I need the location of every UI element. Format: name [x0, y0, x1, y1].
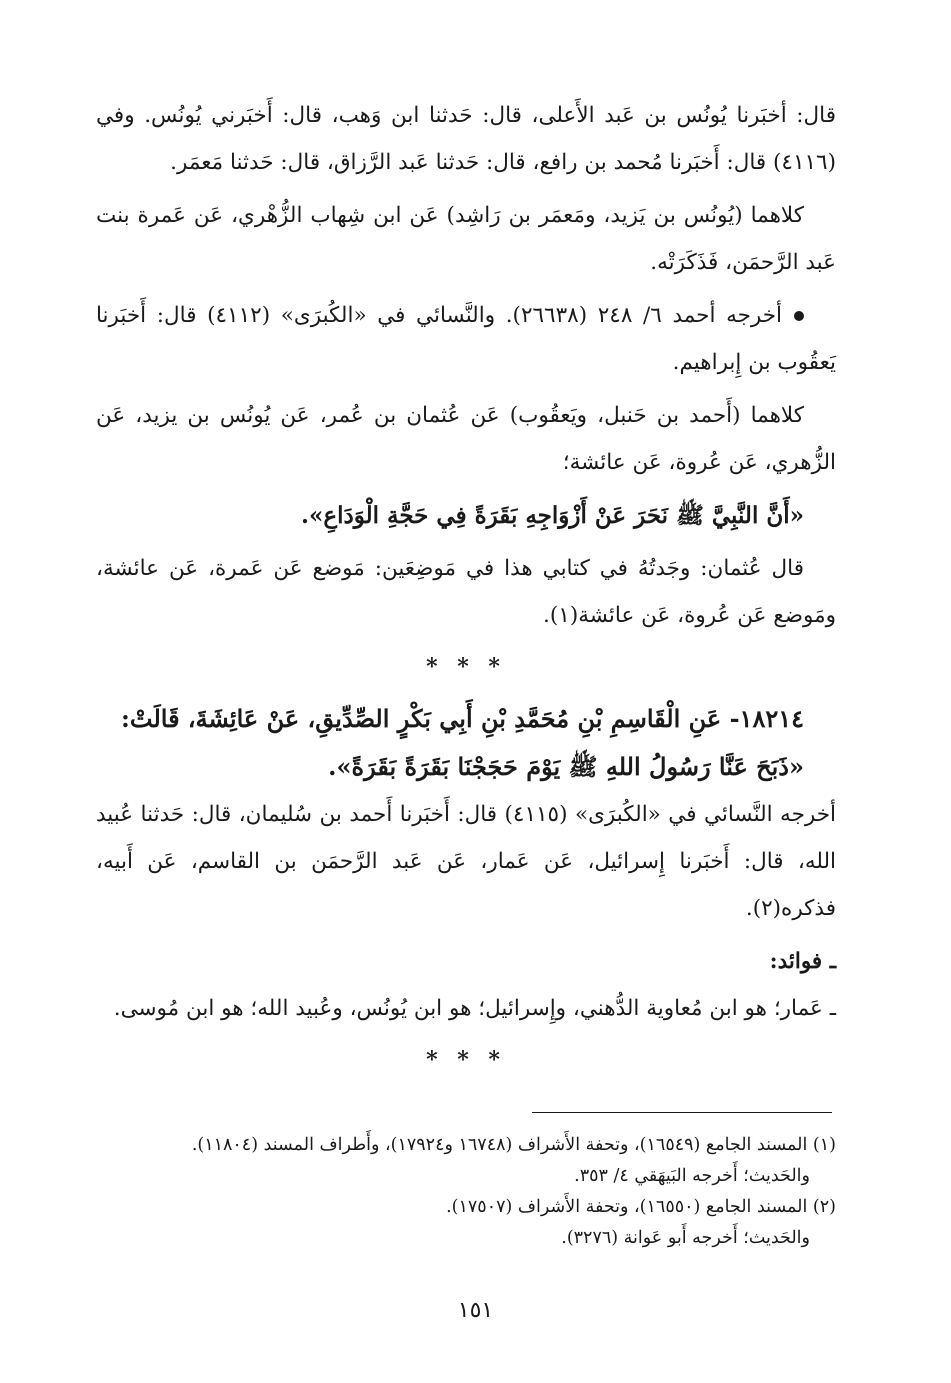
takhrij-text-1: أخرجه أحمد ٦/ ٢٤٨ (٢٦٦٣٨). والنَّسائي في «الكُبرَى» (٤١١٢) قال: أَخبَرنا يَعقُوب بن إِبراهيم.	[96, 303, 836, 375]
footnote-1-line-1: (١) المسند الجامع (١٦٥٤٩)، وتحفة الأَشراف (١٦٧٤٨ و١٧٩٢٤)، وأَطراف المسند (١١٨٠٤).	[191, 1135, 836, 1155]
section-separator-2: * * *	[426, 1047, 506, 1073]
takhrij-paragraph-1	[96, 292, 836, 386]
chain-paragraph-2: كلاهما (يُونُس بن يَزيد، ومَعمَر بن رَاشِد) عَن ابن شِهاب الزُّهْري، عَن عَمرة بنت عَبد الرَّحمَن، فَذَكَرَتْه.	[96, 203, 836, 275]
hadith-entry-heading: ١٨٢١٤- عَنِ الْقَاسِمِ بْنِ مُحَمَّدِ بْنِ أَبِي بَكْرٍ الصِّدِّيقِ، عَنْ عَائِشَةَ، قَالَتْ:	[121, 704, 804, 733]
benefits-paragraph: ـ عَمار؛ هو ابن مُعاوية الدُّهني، وإِسرائيل؛ هو ابن يُونُس، وعُبيد الله؛ هو ابن مُوسى.	[113, 996, 836, 1021]
note-paragraph: قال عُثمان: وجَدتُهُ في كتابي هذا في مَوضِعَين: مَوضع عَن عَمرة، عَن عائشة، ومَوضع عَن عُروة، عَن عائشة(١).	[96, 556, 836, 628]
takhrij-paragraph-2: أخرجه النَّسائي في «الكُبرَى» (٤١١٥) قال: أَخبَرنا أَحمد بن سُليمان، قال: حَدثنا عُبيد الله، قال: أَخبَرنا إِسرائيل، عَن عَمار، عَن عَبد الرَّحمَن بن القاسم، عَن أَبيه، فذكره(٢).	[96, 802, 836, 921]
benefits-heading: ـ فوائد:	[769, 949, 836, 974]
hadith-text-1: «أَنَّ النَّبِيَّ ﷺ نَحَرَ عَنْ أَزْوَاجِهِ بَقَرَةً فِي حَجَّةِ الْوَدَاعِ».	[300, 502, 804, 529]
bullet-icon	[794, 311, 804, 321]
chain-paragraph-1: قال: أخبَرنا يُونُس بن عَبد الأَعلى، قال: حَدثنا ابن وَهب، قال: أَخبَرني يُونُس. وفي (٤١١٦) قال: أَخبَرنا مُحمد بن رافع، قال: حَدثنا عَبد الرَّزاق، قال: حَدثنا مَعمَر.	[96, 103, 836, 175]
footnote-1-line-2: والحَديث؛ أَخرجه البَيهَقي ٤/ ٣٥٣.	[574, 1166, 810, 1186]
hadith-entry-text: «ذَبَحَ عَنَّا رَسُولُ اللهِ ﷺ يَوْمَ حَجَجْنَا بَقَرَةً بَقَرَةً».	[328, 752, 804, 781]
page-body	[96, 92, 836, 1088]
footnote-2-line-2: والحَديث؛ أَخرجه أَبو عَوانة (٣٢٧٦).	[561, 1228, 810, 1248]
chain-paragraph-3: كلاهما (أَحمد بن حَنبل، ويَعقُوب) عَن عُثمان بن عُمر، عَن يُونُس بن يزيد، عَن الزُّهري، عَن عُروة، عَن عائشة؛	[96, 403, 836, 475]
footnotes	[96, 1130, 836, 1254]
section-separator: * * *	[426, 654, 506, 680]
page-number: ١٥١	[457, 1298, 494, 1323]
footnote-divider	[532, 1112, 832, 1113]
footnote-2-line-1: (٢) المسند الجامع (١٦٥٥٠)، وتحفة الأَشراف (١٧٥٠٧).	[446, 1197, 836, 1217]
